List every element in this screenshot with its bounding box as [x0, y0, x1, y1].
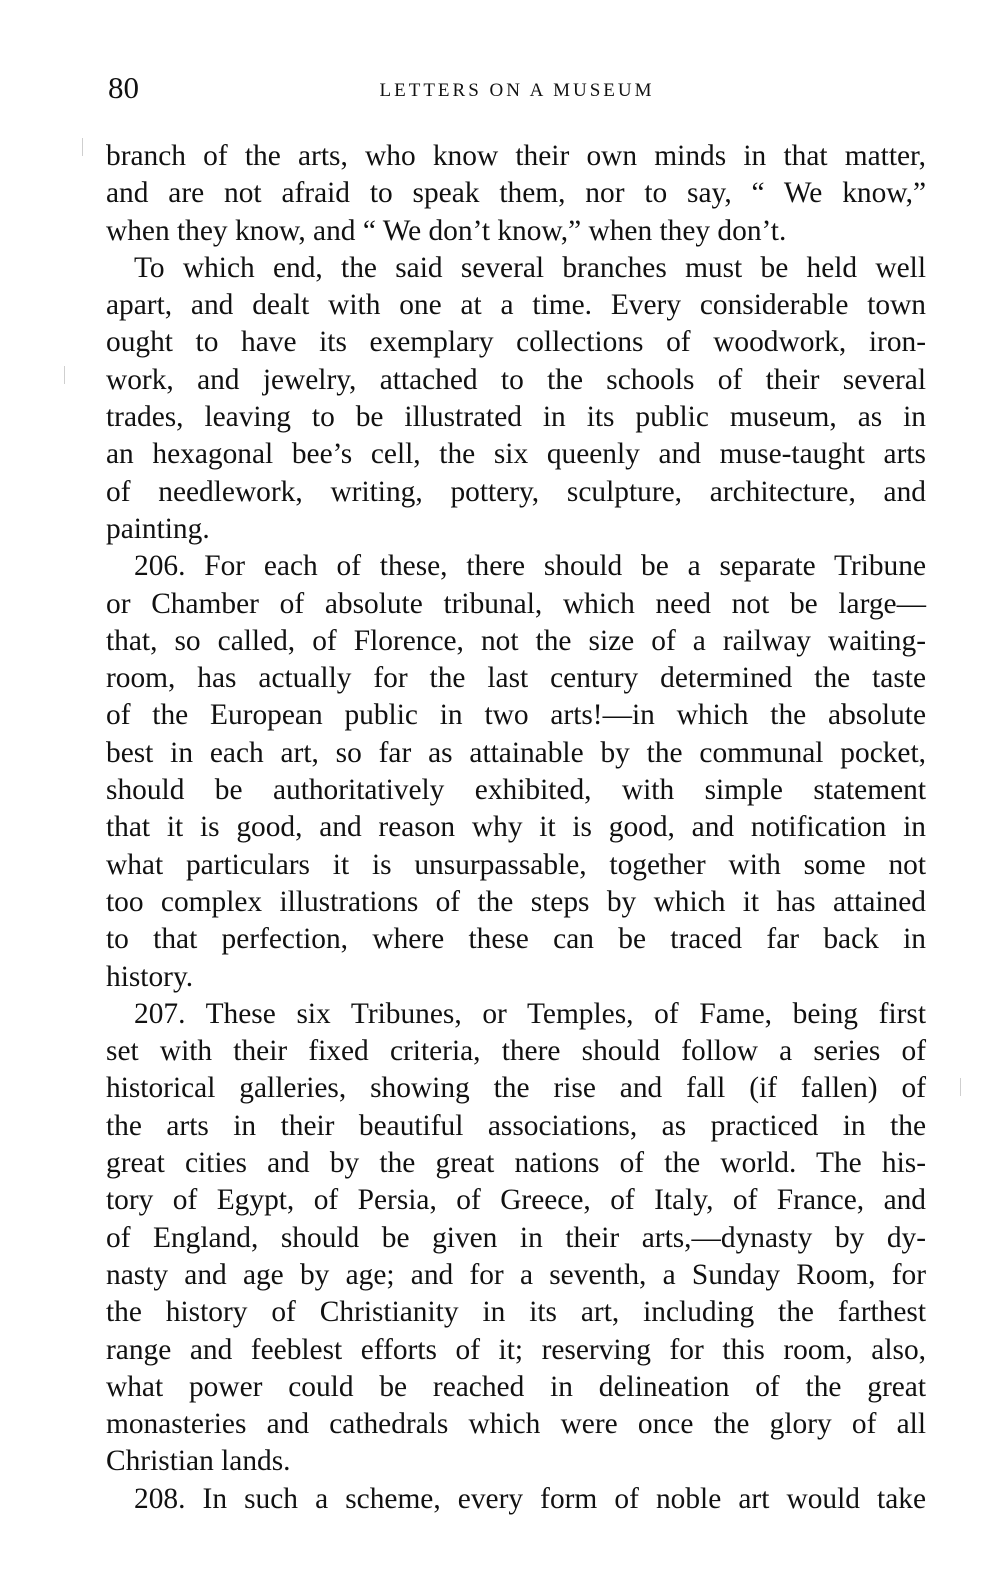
- text-line: room, has actually for the last century determined the taste: [106, 662, 926, 695]
- text-line: when they know, and “ We don’t know,” when they don’t.: [106, 214, 787, 247]
- text-line: or Chamber of absolute tribunal, which need not be large—: [106, 587, 926, 620]
- running-head: [108, 68, 926, 108]
- paragraph-to-which-end: [106, 250, 926, 548]
- text-line: work, and jewelry, attached to the schools of their several: [106, 363, 926, 396]
- text-line: 206. For each of these, there should be a separate Tribune: [134, 550, 926, 583]
- text-line: trades, leaving to be illustrated in its public museum, as in: [106, 401, 926, 434]
- text-line: Christian lands.: [106, 1445, 291, 1478]
- text-line: nasty and age by age; and for a seventh, a Sunday Room, for: [106, 1258, 926, 1291]
- text-line: history.: [106, 960, 194, 993]
- text-line: best in each art, so far as attainable by the communal pocket,: [106, 736, 926, 769]
- text-line: to that perfection, where these can be traced far back in: [106, 923, 926, 956]
- text-line: what particulars it is unsurpassable, together with some not: [106, 848, 926, 881]
- text-line: of needlework, writing, pottery, sculpture, architecture, and: [106, 475, 926, 508]
- text-line: of the European public in two arts!—in which the absolute: [106, 699, 926, 732]
- text-line: great cities and by the great nations of the world. The his-: [106, 1147, 926, 1180]
- margin-mark: [64, 366, 65, 384]
- text-line: painting.: [106, 512, 210, 545]
- text-line: 208. In such a scheme, every form of noble art would take: [134, 1482, 926, 1515]
- text-line: monasteries and cathedrals which were once the glory of all: [106, 1408, 926, 1441]
- text-line: too complex illustrations of the steps by which it has attained: [106, 885, 926, 918]
- text-line: that it is good, and reason why it is good, and notification in: [106, 811, 926, 844]
- page-number: 80: [108, 70, 139, 105]
- paragraph-207: [106, 996, 926, 1481]
- text-line: range and feeblest efforts of it; reserving for this room, also,: [106, 1333, 926, 1366]
- paragraph-208: [106, 1481, 926, 1518]
- text-line: To which end, the said several branches must be held well: [134, 251, 926, 284]
- margin-mark: [960, 1078, 961, 1096]
- running-title: LETTERS ON A MUSEUM: [379, 80, 655, 101]
- text-line: an hexagonal bee’s cell, the six queenly and muse-taught arts: [106, 438, 926, 471]
- text-line: ought to have its exemplary collections of woodwork, iron-: [106, 326, 926, 359]
- text-line: the arts in their beautiful associations, as practiced in the: [106, 1109, 926, 1142]
- text-line: apart, and dealt with one at a time. Every considerable town: [106, 289, 926, 322]
- text-line: the history of Christianity in its art, including the farthest: [106, 1296, 926, 1329]
- margin-mark: [82, 138, 83, 156]
- text-line: should be authoritatively exhibited, with simple statement: [106, 774, 926, 807]
- text-line: tory of Egypt, of Persia, of Greece, of Italy, of France, and: [106, 1184, 926, 1217]
- text-line: and are not afraid to speak them, nor to say, “ We know,”: [106, 177, 926, 210]
- text-line: set with their fixed criteria, there should follow a series of: [106, 1035, 926, 1068]
- text-line: what power could be reached in delineation of the great: [106, 1370, 926, 1403]
- paragraph-206: [106, 548, 926, 996]
- text-line: historical galleries, showing the rise and fall (if fallen) of: [106, 1072, 926, 1105]
- body-text: [106, 138, 926, 1518]
- text-line: that, so called, of Florence, not the size of a railway waiting-: [106, 624, 926, 657]
- text-line: branch of the arts, who know their own minds in that matter,: [106, 140, 926, 172]
- text-line: of England, should be given in their arts,—dynasty by dy-: [106, 1221, 926, 1254]
- text-line: 207. These six Tribunes, or Temples, of Fame, being first: [134, 997, 926, 1030]
- paragraph-continuation: [106, 138, 926, 250]
